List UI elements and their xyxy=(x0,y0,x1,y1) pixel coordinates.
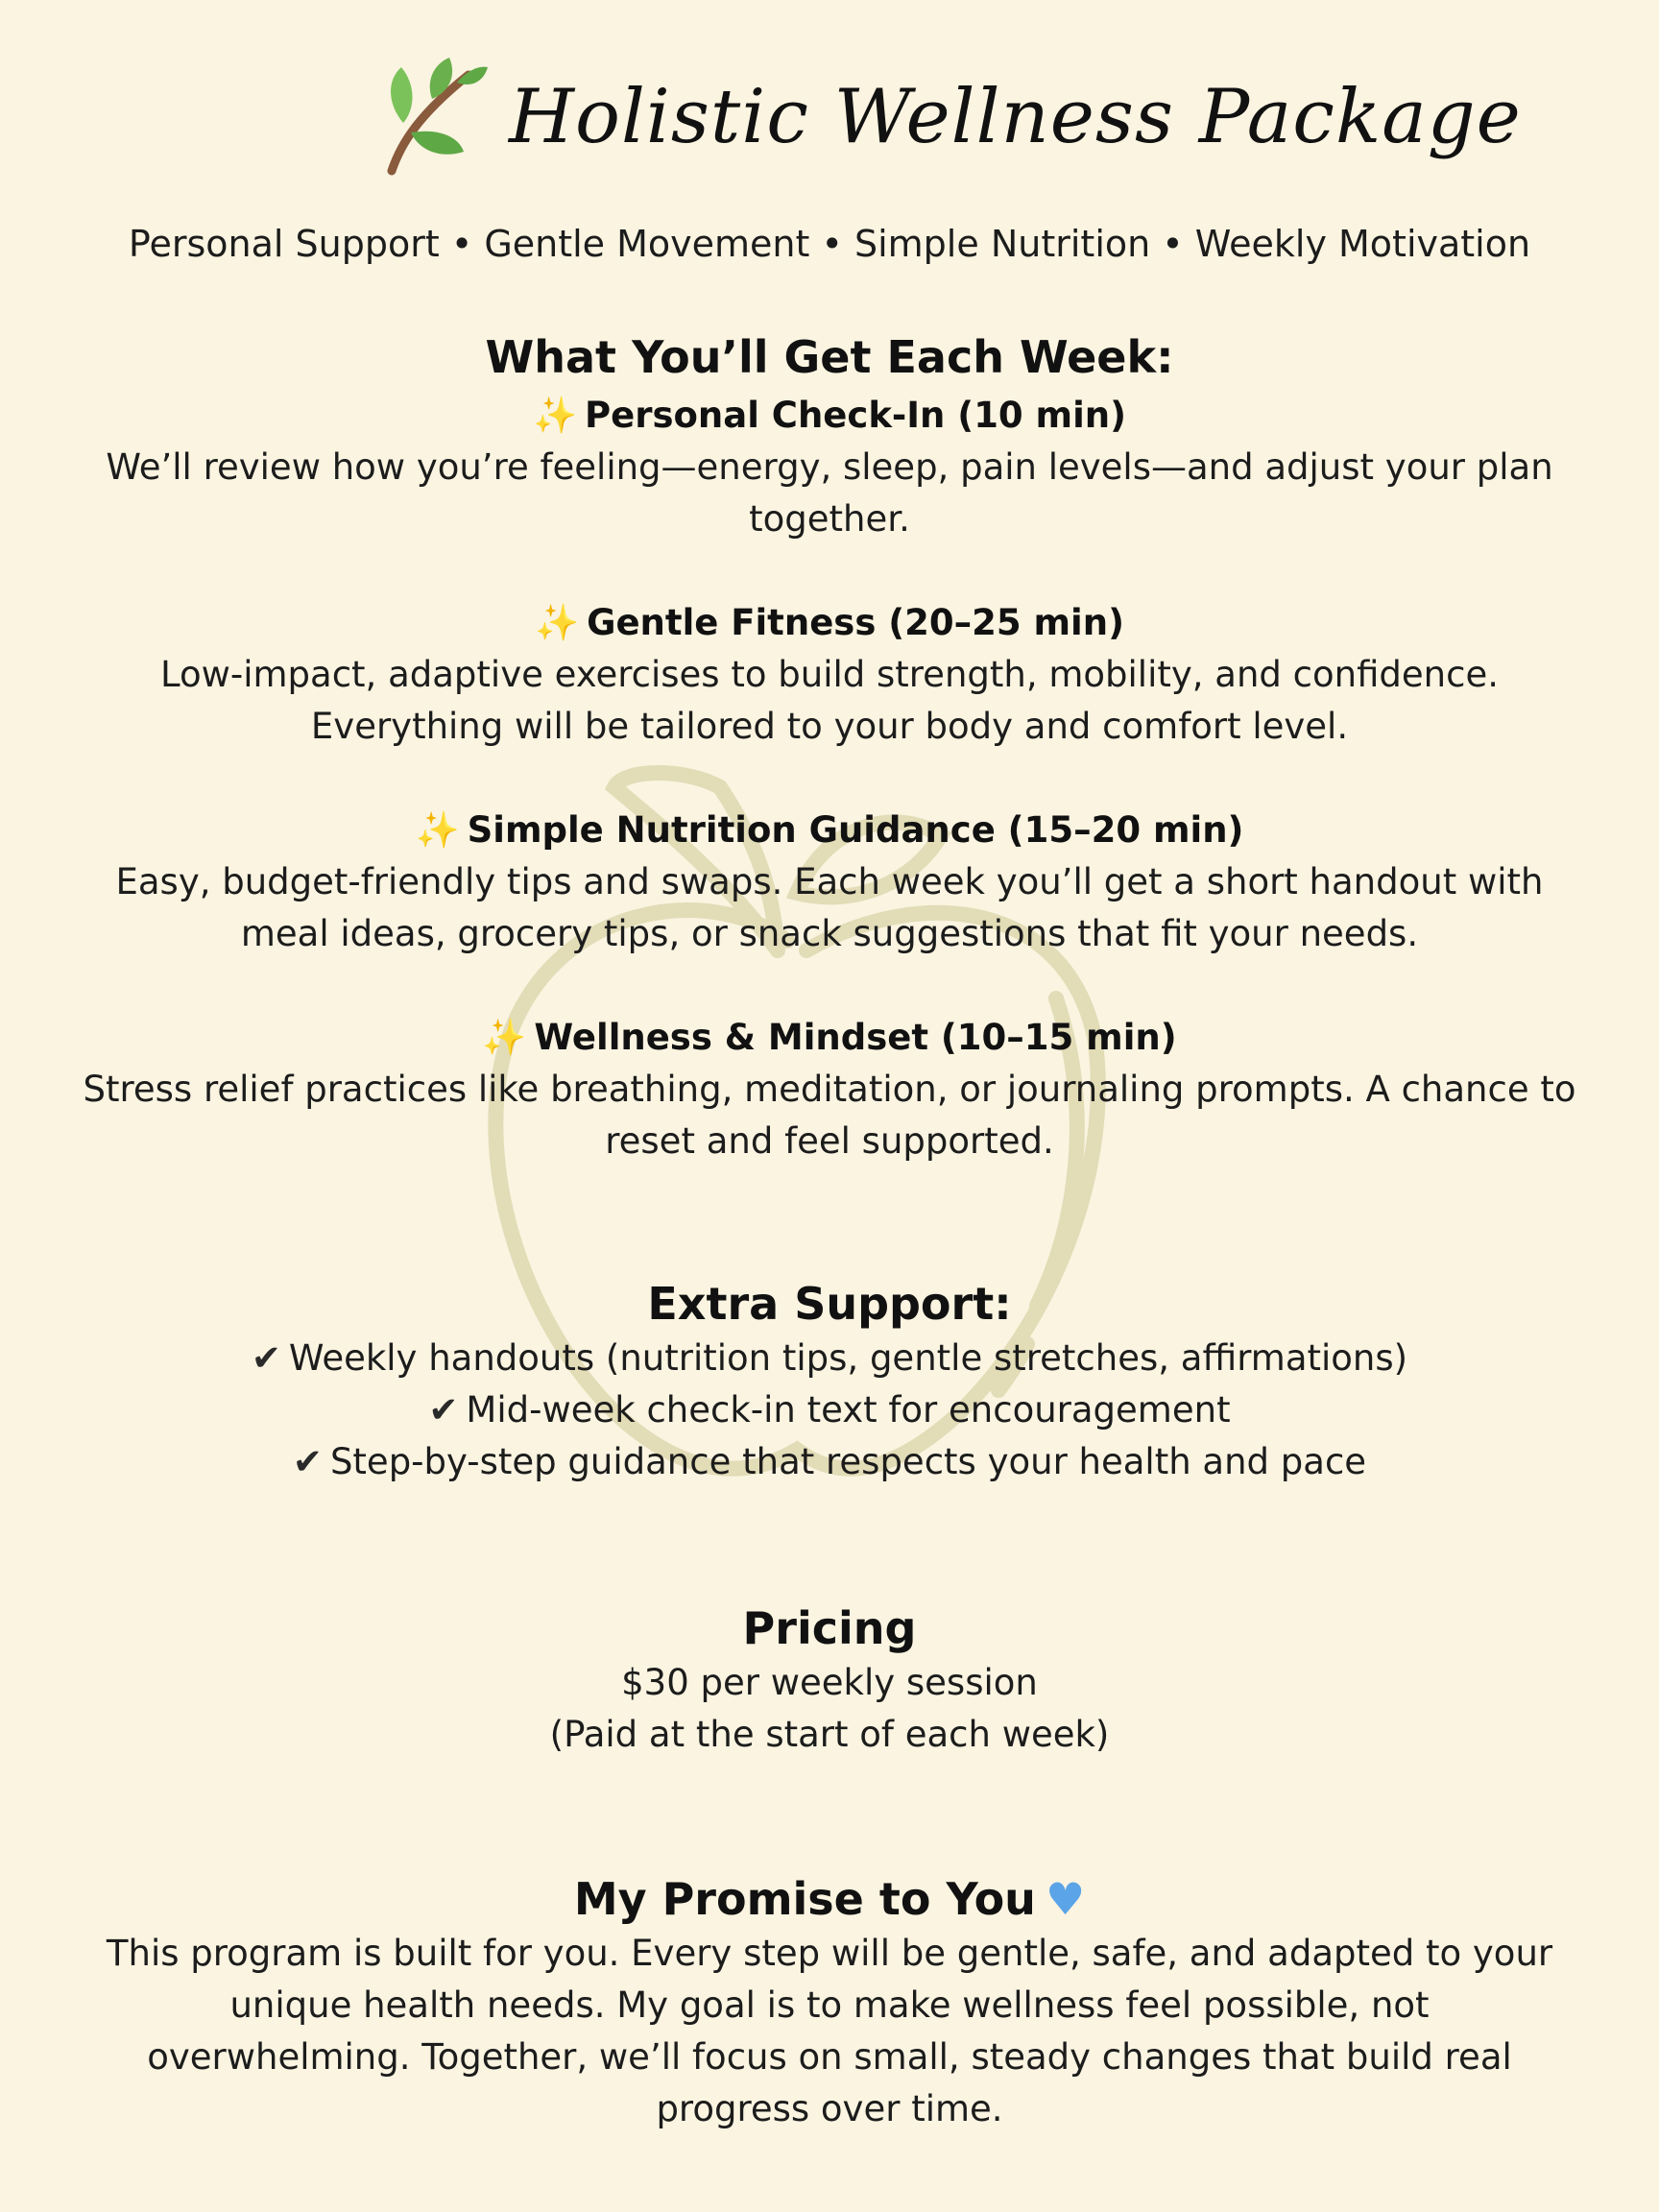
promise-heading: My Promise to You ♥ xyxy=(573,1873,1086,1925)
blue-heart-icon: ♥ xyxy=(1045,1873,1086,1925)
price-text: $30 per weekly session xyxy=(621,1662,1038,1703)
header xyxy=(0,38,1659,211)
sparkle-icon: ✨ xyxy=(415,809,460,851)
item-description: We’ll review how you’re feeling—energy, sleep, pain levels—and adjust your plan together. xyxy=(106,446,1553,540)
weekly-item xyxy=(0,1012,1659,1167)
item-description: Easy, budget-friendly tips and swaps. Each week you’ll get a short handout with meal ideas, grocery tips, or snack suggestions that fit your needs. xyxy=(115,861,1544,954)
weekly-item xyxy=(0,390,1659,545)
pricing-section xyxy=(0,1599,1659,1761)
item-title: ✨ Simple Nutrition Guidance (15–20 min) xyxy=(415,809,1244,851)
sparkle-icon: ✨ xyxy=(535,602,580,643)
weekly-heading: What You’ll Get Each Week: xyxy=(485,331,1174,383)
weekly-item xyxy=(0,805,1659,960)
checkmark-icon: ✔ xyxy=(428,1389,459,1431)
checkmark-icon: ✔ xyxy=(251,1337,281,1379)
list-item: ✔ Step-by-step guidance that respects your health and pace xyxy=(292,1441,1367,1482)
promise-text: This program is built for you. Every step will be gentle, safe, and adapted to your unique health needs. My goal is to make wellness feel possible, not overwhelming. Together, we’ll focus on small, steady changes that build real progress over time. xyxy=(106,1933,1553,2129)
list-item: ✔ Weekly handouts (nutrition tips, gentle stretches, affirmations) xyxy=(251,1337,1408,1379)
sparkle-icon: ✨ xyxy=(482,1017,527,1058)
item-description: Low-impact, adaptive exercises to build strength, mobility, and confidence. Everything will be tailored to your body and comfort level. xyxy=(160,654,1499,747)
extra-heading: Extra Support: xyxy=(647,1278,1012,1330)
leaf-sprig-icon xyxy=(373,56,488,180)
item-title: ✨ Personal Check-In (10 min) xyxy=(532,395,1127,436)
page-subtitle: Personal Support • Gentle Movement • Simple Nutrition • Weekly Motivation xyxy=(128,223,1531,265)
item-title: ✨ Gentle Fitness (20–25 min) xyxy=(535,602,1124,643)
page-title: Holistic Wellness Package xyxy=(509,74,1522,160)
item-description: Stress relief practices like breathing, meditation, or journaling prompts. A chance to reset and feel supported. xyxy=(83,1069,1576,1162)
extra-support-section xyxy=(0,1275,1659,1488)
weekly-section xyxy=(0,328,1659,386)
list-item: ✔ Mid-week check-in text for encouragement xyxy=(428,1389,1231,1431)
promise-section xyxy=(0,1870,1659,2135)
checkmark-icon: ✔ xyxy=(292,1441,323,1482)
sparkle-icon: ✨ xyxy=(532,395,578,436)
pricing-heading: Pricing xyxy=(742,1602,917,1654)
weekly-item xyxy=(0,597,1659,753)
item-title: ✨ Wellness & Mindset (10–15 min) xyxy=(482,1017,1177,1058)
price-note: (Paid at the start of each week) xyxy=(549,1714,1110,1755)
